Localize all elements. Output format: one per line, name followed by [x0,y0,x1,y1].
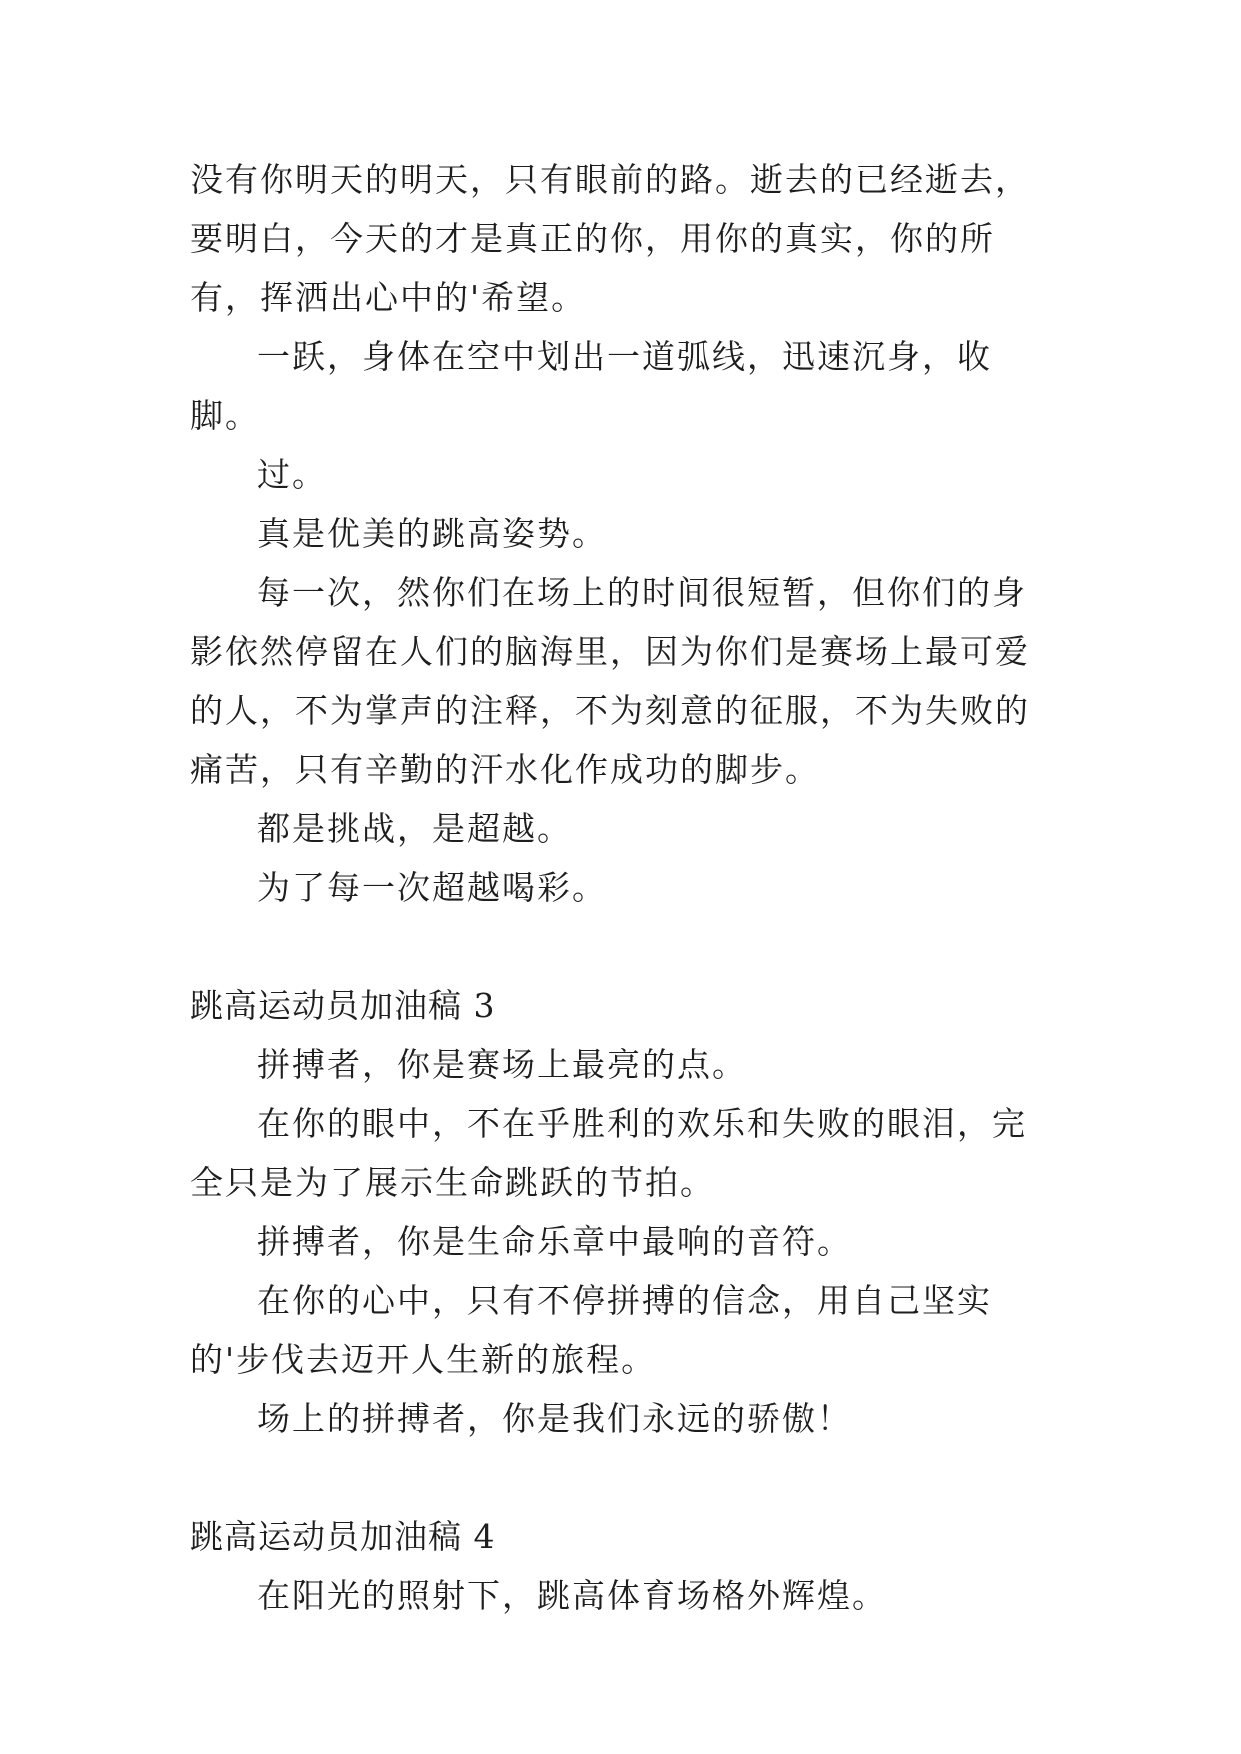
paragraph: 拼搏者，你是生命乐章中最响的音符。 [257,1222,852,1261]
document-page [190,150,1050,1625]
paragraph: 在你的心中，只有不停拼搏的信念，用自己坚实的'步伐去迈开人生新的旅程。 [190,1281,992,1379]
paragraph: 一跃，身体在空中划出一道弧线，迅速沉身，收脚。 [190,337,992,435]
paragraph: 场上的拼搏者，你是我们永远的骄傲！ [257,1399,852,1438]
section-spacer [190,917,1050,976]
paragraph: 过。 [257,455,327,494]
paragraph: 真是优美的跳高姿势。 [257,514,607,553]
paragraph: 都是挑战，是超越。 [257,809,572,848]
section-heading: 跳高运动员加油稿 3 [190,986,496,1025]
paragraph: 为了每一次超越喝彩。 [257,868,607,907]
paragraph: 每一次，然你们在场上的时间很短暂，但你们的身影依然停留在人们的脑海里，因为你们是赛场上最可爱的人，不为掌声的注释，不为刻意的征服，不为失败的痛苦，只有辛勤的汗水化作成功的脚步。 [190,573,1030,789]
paragraph: 拼搏者，你是赛场上最亮的点。 [257,1045,747,1084]
section-spacer [190,1448,1050,1507]
paragraph: 在阳光的照射下，跳高体育场格外辉煌。 [257,1576,887,1615]
paragraph: 没有你明天的明天，只有眼前的路。逝去的已经逝去，要明白，今天的才是真正的你，用你的真实，你的所有，挥洒出心中的'希望。 [190,160,1030,317]
paragraph: 在你的眼中，不在乎胜利的欢乐和失败的眼泪，完全只是为了展示生命跳跃的节拍。 [190,1104,1027,1202]
section-heading: 跳高运动员加油稿 4 [190,1517,496,1556]
